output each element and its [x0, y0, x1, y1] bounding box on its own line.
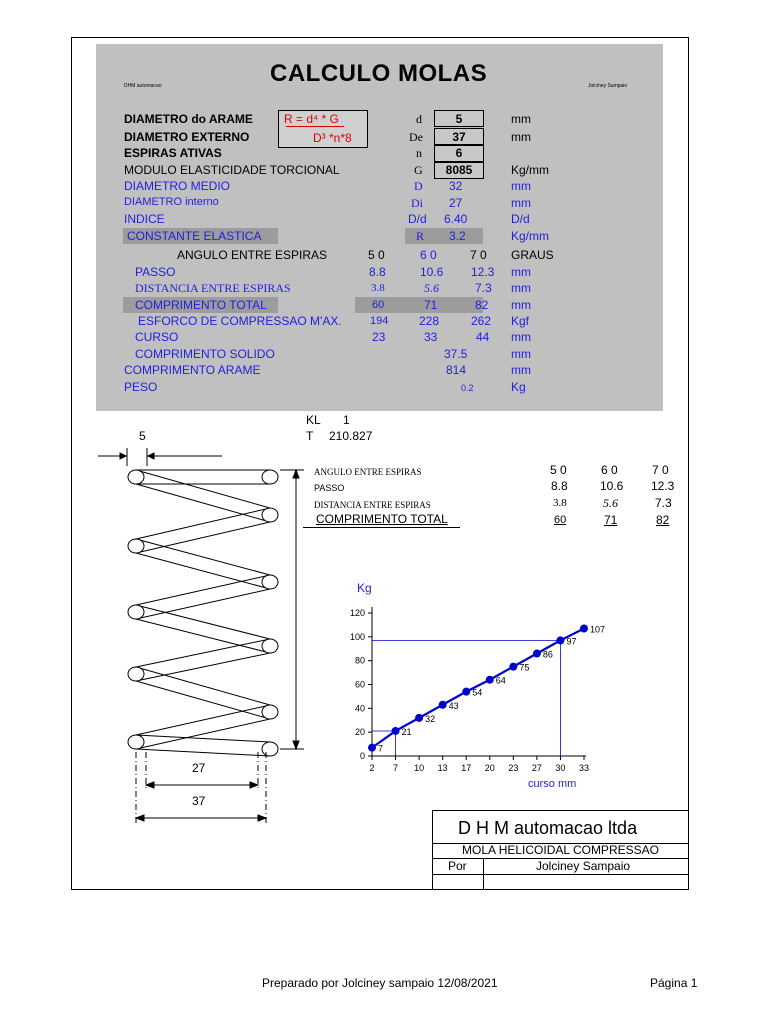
- chart-y-tick-label: 100: [349, 631, 365, 642]
- label-distancia: DISTANCIA ENTRE ESPIRAS: [135, 281, 291, 295]
- label-diametro-interno: DIAMETRO interno: [124, 196, 219, 208]
- unit-di: mm: [511, 196, 531, 210]
- value-solido: 37.5: [444, 347, 468, 361]
- chart-point: [462, 688, 470, 696]
- label-constante: CONSTANTE ELASTICA: [127, 229, 262, 243]
- unit-graus: GRAUS: [511, 248, 554, 262]
- chart-data-label: 86: [542, 649, 553, 660]
- chart-x-tick-label: 27: [531, 763, 542, 773]
- t2-passo-3: 12.3: [651, 479, 675, 493]
- chart-x-tick-label: 13: [437, 763, 448, 773]
- label-indice: INDICE: [124, 212, 165, 226]
- chart-x-tick-label: 30: [555, 763, 566, 773]
- unit-r: Kg/mm: [511, 229, 550, 243]
- chart-data-label: 75: [519, 662, 530, 673]
- chart-x-tick-label: 2: [369, 763, 375, 773]
- angle-70: 7 0: [470, 248, 487, 262]
- chart-point: [556, 636, 564, 644]
- t2-passo-1: 8.8: [551, 479, 568, 493]
- esforco-2: 228: [419, 314, 440, 328]
- chart-y-tick-label: 60: [354, 679, 365, 690]
- t2-underline: [303, 527, 460, 528]
- sym-n: n: [416, 146, 422, 160]
- passo-2: 10.6: [420, 265, 444, 279]
- dim-outer-label: 37: [192, 794, 206, 808]
- chart-x-tick-label: 10: [414, 763, 425, 773]
- t2-label-comprimento: COMPRIMENTO TOTAL: [316, 512, 448, 526]
- spring-coils: [128, 470, 278, 756]
- value-d: 5: [455, 112, 463, 126]
- t2-distancia-1: 3.8: [553, 497, 567, 509]
- por-value: Jolciney Sampaio: [536, 859, 631, 873]
- dim-wire-arrowhead-left: [120, 453, 126, 459]
- chart-y-tick-label: 120: [349, 608, 365, 618]
- load-chart: [330, 600, 650, 780]
- chart-point: [439, 701, 447, 709]
- dim-wire-arrowhead-right: [148, 453, 154, 459]
- t2-distancia-3: 7.3: [655, 496, 672, 510]
- sym-dd: D/d: [408, 212, 427, 226]
- t2-angulo-3: 7 0: [652, 463, 669, 477]
- unit-g: Kg/mm: [511, 163, 550, 177]
- t2-comprimento-1: 60: [554, 514, 567, 526]
- sym-g: G: [414, 163, 423, 177]
- curso-2: 33: [424, 330, 438, 344]
- unit-de: mm: [511, 130, 531, 144]
- chart-point: [392, 727, 400, 735]
- label-angulo: ANGULO ENTRE ESPIRAS: [177, 248, 328, 262]
- drawing-subtitle: MOLA HELICOIDAL COMPRESSAO: [462, 843, 659, 857]
- chart-x-tick-label: 17: [461, 763, 472, 773]
- label-curso: CURSO: [135, 330, 179, 344]
- value-dm: 32: [449, 179, 463, 193]
- sym-d: d: [416, 112, 422, 126]
- chart-y-tick-label: 0: [359, 751, 365, 761]
- chart-data-label: 43: [448, 700, 459, 711]
- value-peso: 0.2: [461, 383, 474, 393]
- label-diametro-arame: DIAMETRO do ARAME: [124, 112, 253, 126]
- chart-x-tick-label: 7: [393, 763, 399, 773]
- sym-di: Di: [411, 196, 423, 210]
- unit-passo: mm: [511, 265, 531, 279]
- dim-inner-label: 27: [192, 761, 206, 775]
- label-comprimento: COMPRIMENTO TOTAL: [135, 298, 267, 312]
- comprimento-2: 71: [424, 298, 438, 312]
- chart-y-tick-label: 40: [354, 703, 365, 714]
- value-r: 3.2: [449, 229, 466, 243]
- esforco-3: 262: [471, 314, 492, 328]
- t2-label-angulo: ANGULO ENTRE ESPIRAS: [314, 467, 422, 477]
- unit-dm: mm: [511, 179, 531, 193]
- dim-wire-label: 5: [139, 429, 146, 443]
- esforco-1: 194: [370, 315, 389, 327]
- chart-y-tick-label: 80: [354, 655, 365, 666]
- distancia-1: 3.8: [371, 282, 385, 294]
- formula-top: R = d⁴ * G: [284, 112, 339, 126]
- value-indice: 6.40: [444, 212, 468, 226]
- unit-distancia: mm: [511, 281, 531, 295]
- chart-point: [509, 663, 517, 671]
- t2-passo-2: 10.6: [600, 479, 624, 493]
- passo-3: 12.3: [471, 265, 495, 279]
- sym-de: De: [409, 130, 423, 144]
- header-right-small: Jolciney Sampaio: [588, 83, 628, 89]
- label-diametro-externo: DIAMETRO EXTERNO: [124, 130, 250, 144]
- unit-d: mm: [511, 112, 531, 126]
- unit-comprimento: mm: [511, 298, 531, 312]
- value-arame: 814: [446, 363, 467, 377]
- unit-indice: D/d: [511, 212, 530, 226]
- chart-point: [486, 676, 494, 684]
- t2-distancia-2: 5.6: [603, 496, 618, 510]
- value-g: 8085: [445, 163, 473, 177]
- unit-esforco: Kgf: [511, 314, 530, 328]
- chart-data-label: 7: [378, 743, 384, 754]
- chart-data-label: 32: [425, 713, 436, 724]
- value-de: 37: [452, 130, 466, 144]
- sym-r: R: [416, 229, 425, 243]
- label-t: T: [306, 429, 314, 443]
- value-di: 27: [449, 196, 463, 210]
- label-kl: KL: [306, 413, 321, 427]
- chart-y-tick-label: 20: [354, 727, 365, 738]
- label-solido: COMPRIMENTO SOLIDO: [135, 347, 275, 361]
- company-name: D H M automacao ltda: [458, 818, 638, 838]
- value-n: 6: [455, 146, 463, 160]
- unit-peso: Kg: [511, 380, 526, 394]
- unit-arame: mm: [511, 363, 531, 377]
- chart-x-tick-label: 33: [578, 763, 590, 773]
- angle-60: 6 0: [420, 248, 437, 262]
- header-left-small: DHM automacao: [124, 83, 162, 89]
- formula-fraction-line: [286, 126, 344, 127]
- label-esforco: ESFORCO DE COMPRESSAO M'AX.: [138, 314, 342, 328]
- value-kl: 1: [343, 413, 350, 427]
- label-modulo: MODULO ELASTICIDADE TORCIONAL: [124, 163, 340, 177]
- footer-page: Página 1: [650, 976, 698, 990]
- label-arame: COMPRIMENTO ARAME: [124, 363, 261, 377]
- t2-comprimento-3: 82: [656, 513, 670, 527]
- comprimento-1: 60: [372, 299, 385, 311]
- formula-bottom: D³ *n*8: [313, 131, 352, 145]
- chart-point: [368, 744, 376, 752]
- distancia-3: 7.3: [475, 281, 492, 295]
- label-peso: PESO: [124, 380, 158, 394]
- curso-1: 23: [372, 330, 386, 344]
- comprimento-3: 82: [475, 298, 489, 312]
- chart-point: [580, 624, 588, 632]
- curso-3: 44: [476, 330, 490, 344]
- page-title: CALCULO MOLAS: [270, 60, 488, 87]
- chart-data-label: 21: [401, 726, 412, 737]
- label-espiras: ESPIRAS ATIVAS: [124, 146, 222, 160]
- passo-1: 8.8: [369, 265, 386, 279]
- t2-comprimento-2: 71: [604, 513, 618, 527]
- sym-dm: D: [414, 179, 423, 193]
- t2-angulo-1: 5 0: [550, 463, 567, 477]
- footer-prepared: Preparado por Jolciney sampaio 12/08/2021: [262, 976, 498, 990]
- t2-label-distancia: DISTANCIA ENTRE ESPIRAS: [314, 500, 431, 510]
- chart-point: [415, 714, 423, 722]
- chart-ylabel: Kg: [357, 581, 372, 595]
- chart-x-tick-label: 20: [484, 763, 495, 773]
- t2-angulo-2: 6 0: [601, 463, 618, 477]
- chart-data-label: 64: [495, 675, 506, 686]
- chart-data-label: 107: [590, 624, 606, 635]
- unit-solido: mm: [511, 347, 531, 361]
- chart-xlabel: curso mm: [528, 778, 577, 790]
- distancia-2: 5.6: [424, 281, 439, 295]
- por-label: Por: [448, 859, 467, 873]
- label-passo: PASSO: [135, 265, 176, 279]
- chart-point: [533, 650, 541, 658]
- chart-data-label: 54: [472, 687, 483, 698]
- angle-50: 5 0: [368, 248, 385, 262]
- label-diametro-medio: DIAMETRO MEDIO: [124, 179, 231, 193]
- value-t: 210.827: [329, 429, 373, 443]
- unit-curso: mm: [511, 330, 531, 344]
- chart-x-tick-label: 23: [508, 763, 519, 773]
- chart-data-label: 97: [566, 636, 577, 647]
- t2-label-passo: PASSO: [314, 483, 345, 493]
